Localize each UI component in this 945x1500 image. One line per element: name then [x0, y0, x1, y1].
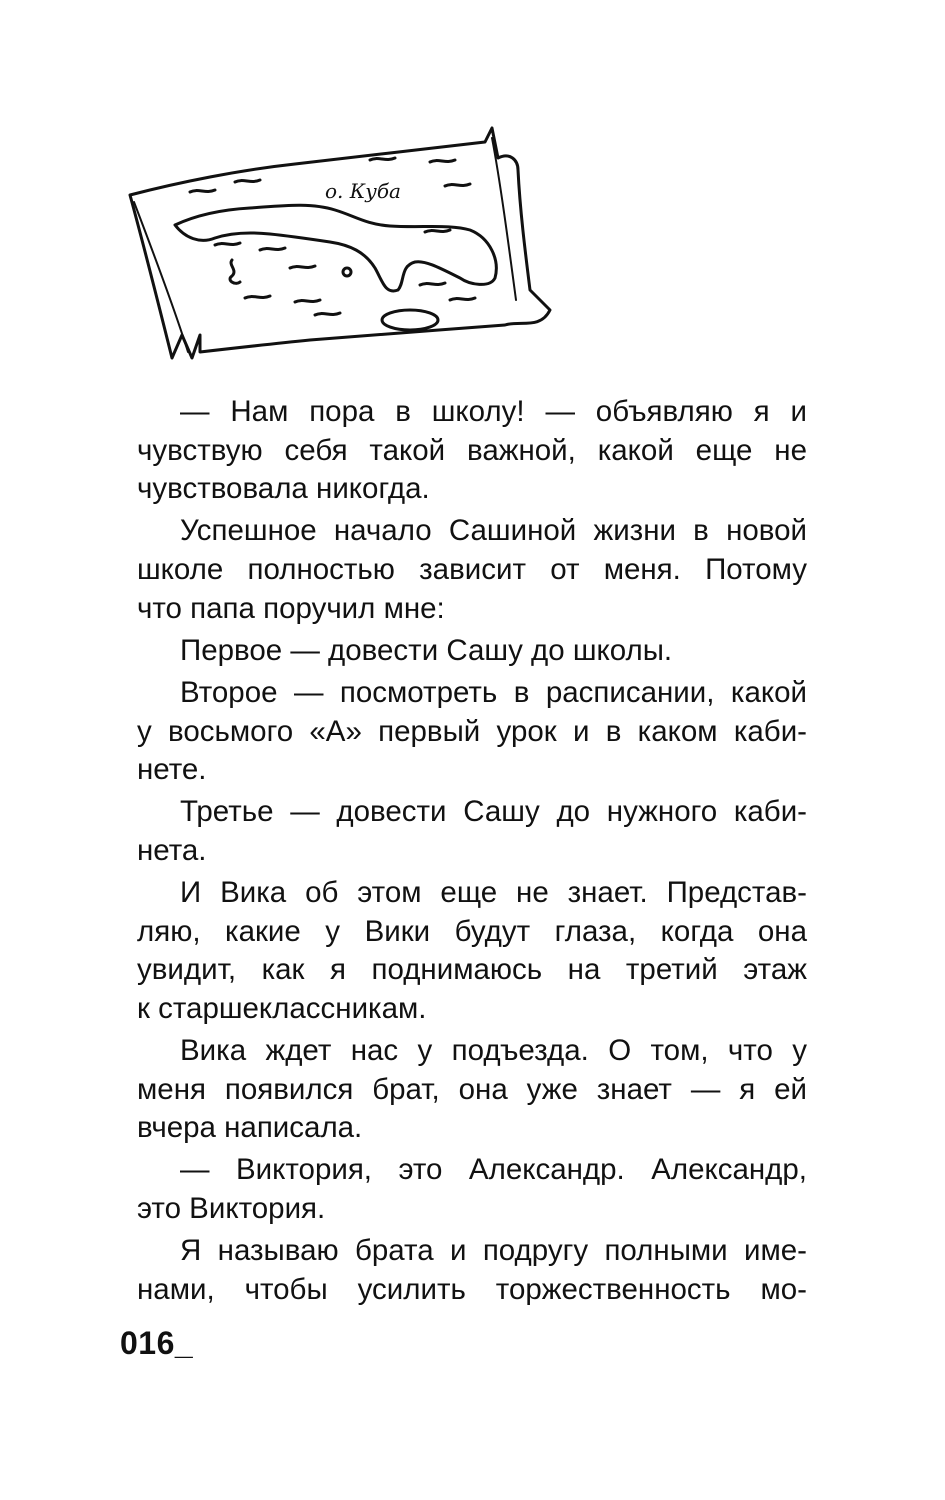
map-drawing	[120, 120, 560, 370]
text-line: это Виктория.	[137, 1192, 326, 1226]
text-line: меня появился брат, она уже знает — я ей	[137, 1072, 807, 1106]
text-line: Успешное начало Сашиной жизни в новой	[180, 514, 807, 548]
text-line: ляю, какие у Вики будут глаза, когда она	[137, 914, 807, 948]
text-line: вчера написала.	[137, 1111, 363, 1145]
text-line: — Нам пора в школу! — объявляю я и	[180, 395, 807, 428]
text-line: Второе — посмотреть в расписании, какой	[180, 675, 807, 709]
text-line: Я называю брата и подругу полными име-	[180, 1234, 807, 1268]
text-line: к старшеклассникам.	[137, 991, 427, 1025]
text-line: Третье — довести Сашу до нужного каби-	[180, 795, 807, 829]
text-line: — Виктория, это Александр. Александр,	[180, 1153, 807, 1187]
text-line: нами, чтобы усилить торжественность мо-	[137, 1272, 807, 1306]
text-line: чувствовала никогда.	[137, 472, 430, 506]
text-line: у восьмого «А» первый урок и в каком каби-	[137, 714, 807, 748]
text-line: нета.	[137, 833, 207, 867]
page-number: 016_	[120, 1325, 194, 1361]
text-line: чувствую себя такой важной, какой еще не	[137, 433, 807, 467]
text-line: Первое — довести Сашу до школы.	[180, 633, 673, 667]
text-line: нете.	[137, 753, 207, 787]
text-line: увидит, как я поднимаюсь на третий этаж	[137, 953, 807, 987]
text-line: что папа поручил мне:	[137, 591, 445, 625]
map-label: о. Куба	[325, 179, 401, 203]
cuba-map-illustration	[120, 120, 560, 370]
body-text	[137, 393, 807, 1309]
text-line: Вика ждет нас у подъезда. О том, что у	[180, 1034, 807, 1068]
text-line: И Вика об этом еще не знает. Представ-	[180, 876, 807, 910]
text-line: школе полностью зависит от меня. Потому	[137, 552, 807, 586]
